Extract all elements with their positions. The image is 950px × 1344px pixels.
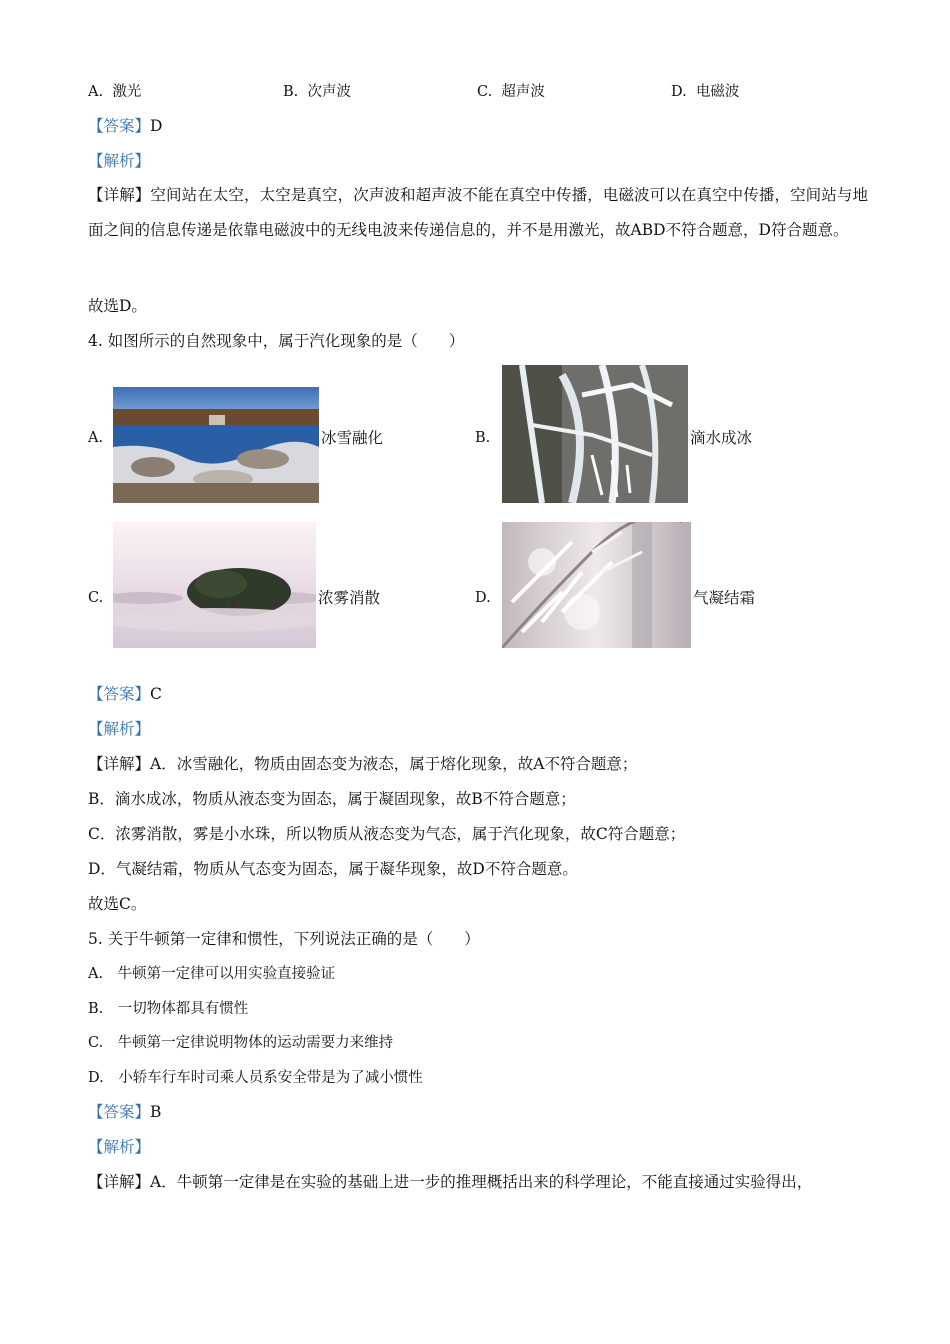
detail-text: A．牛顿第一定律是在实验的基础上进一步的推理概括出来的科学理论，不能直接通过实验得出， [150, 1173, 813, 1191]
detail-tag: 【详解】 [88, 755, 151, 773]
q3-option-a [88, 82, 141, 102]
option-text: 次声波 [307, 84, 351, 100]
answer-tag: 【答案】 [88, 117, 151, 135]
q5-option-b: B. 一切物体都具有惯性 [88, 1001, 249, 1017]
option-text: 电磁波 [695, 84, 740, 100]
q5-analysis [88, 1137, 150, 1157]
option-label: D. [671, 84, 687, 100]
q4-conclusion: 故选C。 [88, 895, 147, 913]
answer-value: C [150, 685, 162, 703]
q3-option-c [477, 82, 545, 102]
q3-conclusion: 故选D。 [88, 297, 147, 315]
q5-detail-line-1 [88, 1172, 812, 1192]
option-text: 超声波 [501, 84, 545, 100]
detail-tag: 【详解】 [88, 1173, 151, 1191]
option-text: 激光 [112, 84, 142, 100]
q4-question: 4. 如图所示的自然现象中，属于汽化现象的是（ ） [88, 332, 465, 350]
q3-answer [88, 116, 162, 136]
q5-answer [88, 1102, 161, 1122]
icicles-photo [502, 365, 688, 503]
q4-analysis [88, 719, 150, 739]
q4-detail-line-3: C．浓雾消散，雾是小水珠，所以物质从液态变为气态，属于汽化现象，故C符合题意； [88, 825, 686, 843]
analysis-tag: 【解析】 [88, 152, 151, 170]
q4-option-c-caption: 浓雾消散 [318, 589, 381, 607]
q5-option-c: C. 牛顿第一定律说明物体的运动需要力来维持 [88, 1035, 394, 1051]
option-label: A. [88, 84, 104, 100]
analysis-tag: 【解析】 [88, 1138, 151, 1156]
q4-option-c-label: C. [88, 590, 104, 606]
frost-photo [502, 522, 691, 648]
option-label: C. [477, 84, 493, 100]
q4-detail-line-1 [88, 754, 637, 774]
q4-option-b-label: B. [475, 430, 491, 446]
answer-tag: 【答案】 [88, 1103, 151, 1121]
q4-answer [88, 684, 162, 704]
q5-question: 5. 关于牛顿第一定律和惯性，下列说法正确的是（ ） [88, 930, 480, 948]
q3-detail [88, 178, 868, 248]
answer-tag: 【答案】 [88, 685, 151, 703]
q4-option-b-caption: 滴水成冰 [690, 429, 753, 447]
q4-option-a-caption: 冰雪融化 [321, 429, 384, 447]
detail-tag: 【详解】 [88, 186, 151, 204]
melting-snow-photo [113, 387, 319, 503]
q4-detail-line-4: D．气凝结霜，物质从气态变为固态，属于凝华现象，故D不符合题意。 [88, 860, 578, 878]
q3-option-d [671, 82, 739, 102]
answer-value: D [150, 117, 163, 135]
detail-text: 空间站在太空，太空是真空，次声波和超声波不能在真空中传播，电磁波可以在真空中传播，空间站与地面之间的信息传递是依靠电磁波中的无线电波来传递信息的，并不是用激光，故ABD不符合题意，D符合题意。 [88, 186, 868, 239]
q3-analysis [88, 151, 150, 171]
q4-option-a-label: A. [88, 430, 104, 446]
fog-photo [113, 522, 316, 648]
q5-option-d: D. 小轿车行车时司乘人员系安全带是为了减小惯性 [88, 1070, 423, 1086]
q5-option-a: A. 牛顿第一定律可以用实验直接验证 [88, 966, 336, 982]
answer-value: B [150, 1103, 162, 1121]
analysis-tag: 【解析】 [88, 720, 151, 738]
option-label: B. [283, 84, 299, 100]
q3-option-b [283, 82, 351, 102]
q4-option-d-label: D. [475, 590, 491, 606]
detail-text: A．冰雪融化，物质由固态变为液态，属于熔化现象，故A不符合题意； [150, 755, 638, 773]
q4-option-d-caption: 气凝结霜 [693, 589, 756, 607]
q4-detail-line-2: B．滴水成冰，物质从液态变为固态，属于凝固现象，故B不符合题意； [88, 790, 576, 808]
